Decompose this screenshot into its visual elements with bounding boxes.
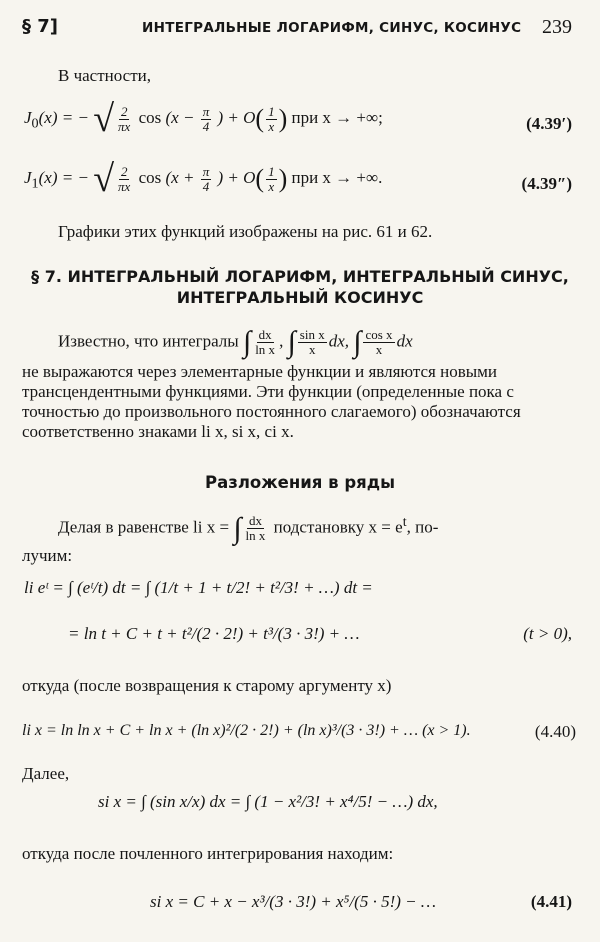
section-mark: § 7] — [22, 16, 59, 37]
equation-4-39b: $J_1(x)$ = − √ $\frac{2}{\pi x}$ cos (x + $\frac{\pi}{4}$ ) + O( $\frac{1}{x}$ ) при x → +∞. — [24, 158, 383, 200]
equation-4-41: si x = C + x − x³/(3 · 3!) + x⁵/(5 · 5!) − … — [150, 892, 437, 911]
known-integrals-text: не выражаются через элементарные функции и являются новыми трансцендентными функциями. Эти функции (определенные пока с точностью до произвольного постоянного слагаемого) обозначаются соответственно знаками li x, si x, ci x. — [22, 362, 521, 441]
substitution-line: Делая в равенстве li x = ∫ $\frac{dx}{\text{ln x}}$ подстановку $x = e^t$, по- — [58, 511, 439, 545]
equation-li-series-2: = ln t + C + t + t²/(2 · 2!) + t³/(3 · 3!) + … — [68, 624, 360, 643]
running-header — [22, 12, 574, 42]
section-heading-line1: § 7. ИНТЕГРАЛЬНЫЙ ЛОГАРИФМ, ИНТЕГРАЛЬНЫЙ СИНУС, — [31, 267, 569, 286]
running-title: ИНТЕГРАЛЬНЫЕ ЛОГАРИФМ, СИНУС, КОСИНУС — [142, 20, 522, 36]
equation-li-series-1: li eᵗ = ∫ (eᵗ/t) dt = ∫ (1/t + 1 + t/2! + t²/3! + …) dt = — [24, 578, 373, 597]
equation-4-39a: $J_0(x)$ = − √ $\frac{2}{\pi x}$ cos (x − $\frac{\pi}{4}$ ) + O( $\frac{1}{x}$ ) при x → +∞; — [24, 98, 383, 140]
further-text: Далее, — [22, 764, 70, 783]
equation-number: (4.41) — [530, 892, 572, 911]
equation-number: (4.39″) — [521, 174, 572, 193]
known-integrals-line: Известно, что интегралы ∫ $\frac{dx}{\text{ln x}}$ , ∫ $\frac{\text{sin x}}{x}$ dx, ∫ $\frac{\text{cos x}}{x}$ dx — [58, 325, 413, 359]
page-number: 239 — [542, 16, 572, 38]
equation-4-40: li x = ln ln x + C + ln x + (ln x)²/(2 · 2!) + (ln x)³/(3 · 3!) + … (x > 1). — [22, 722, 471, 739]
substitution-continuation: лучим: — [22, 546, 73, 565]
graphs-note: Графики этих функций изображены на рис. 61 и 62. — [58, 222, 433, 241]
section-heading — [22, 266, 578, 308]
whence-text: откуда (после возвращения к старому аргументу x) — [22, 676, 392, 695]
equation-number: (4.40) — [534, 722, 576, 741]
intro-text: В частности, — [58, 66, 152, 85]
termwise-text: откуда после почленного интегрирования находим: — [22, 844, 394, 863]
equation-si: si x = ∫ (sin x/x) dx = ∫ (1 − x²/3! + x⁴/5! − …) dx, — [98, 792, 438, 811]
subsection-title: Разложения в ряды — [205, 473, 395, 492]
equation-condition: (t > 0), — [523, 624, 572, 643]
equation-number: (4.39′) — [526, 114, 572, 133]
section-heading-line2: ИНТЕГРАЛЬНЫЙ КОСИНУС — [176, 288, 424, 307]
